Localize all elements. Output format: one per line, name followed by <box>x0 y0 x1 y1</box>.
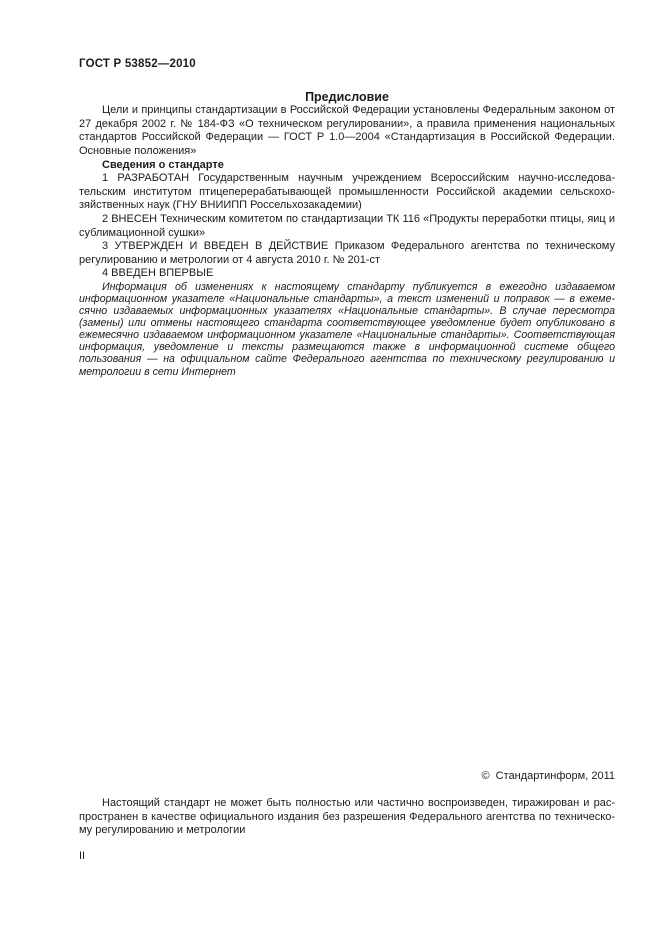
standard-info-item-developed: 1 РАЗРАБОТАН Государственным научным учреждением Всероссийским научно-исследовательским институтом птицеперерабатывающей промышленности Российской академии сельскохозяйственных наук (ГНУ ВНИИПП Россельхозакадемии) <box>79 172 615 212</box>
standard-info-item-approved: 3 УТВЕРЖДЕН И ВВЕДЕН В ДЕЙСТВИЕ Приказом Федерального агентства по техническому регулированию и метрологии от 4 августа 2010 г. № 201-ст <box>79 240 615 266</box>
page-number: II <box>79 850 86 862</box>
copyright-notice: © Стандартинформ, 2011 <box>481 770 615 782</box>
standard-info-heading: Сведения о стандарте <box>102 158 224 171</box>
amendments-note: Информация об изменениях к настоящему стандарту публикуется в ежегодно издаваемом информационном указателе «Национальные стандарты», а текст изменений и поправок — в ежемесячно издаваемых информационных указателях «Национальные стандарты». В случае пересмотра (замены) или отмены настоящего стандарта соответствующее уведомление будет опубликовано в ежемесячно издаваемом информационном указателе «Национальные стандарты». Соответствующая информация, уведомление и тексты размещаются также в информационной системе общего пользования — на официальном сайте Федерального агентства по техническому регулированию и метрологии в сети Интернет <box>79 280 615 378</box>
intro-paragraph: Цели и принципы стандартизации в Российской Федерации установлены Федеральным законом от 27 декабря 2002 г. № 184-ФЗ «О техническом регулировании», а правила применения национальных стандартов Российской Федерации — ГОСТ Р 1.0—2004 «Стандартизация в Российской Федерации. Основные положения» <box>79 104 615 157</box>
standard-info-item-first-introduced: 4 ВВЕДЕН ВПЕРВЫЕ <box>102 267 214 280</box>
reproduction-note: Настоящий стандарт не может быть полностью или частично воспроизведен, тиражирован и распространен в качестве официального издания без разрешения Федерального агентства по техническому регулированию и метрологии <box>79 797 615 837</box>
doc-code: ГОСТ Р 53852—2010 <box>79 58 196 70</box>
standard-info-item-submitted: 2 ВНЕСЕН Техническим комитетом по стандартизации ТК 116 «Продукты переработки птицы, яиц и сублимационной сушки» <box>79 212 615 239</box>
page-title: Предисловие <box>305 89 389 104</box>
